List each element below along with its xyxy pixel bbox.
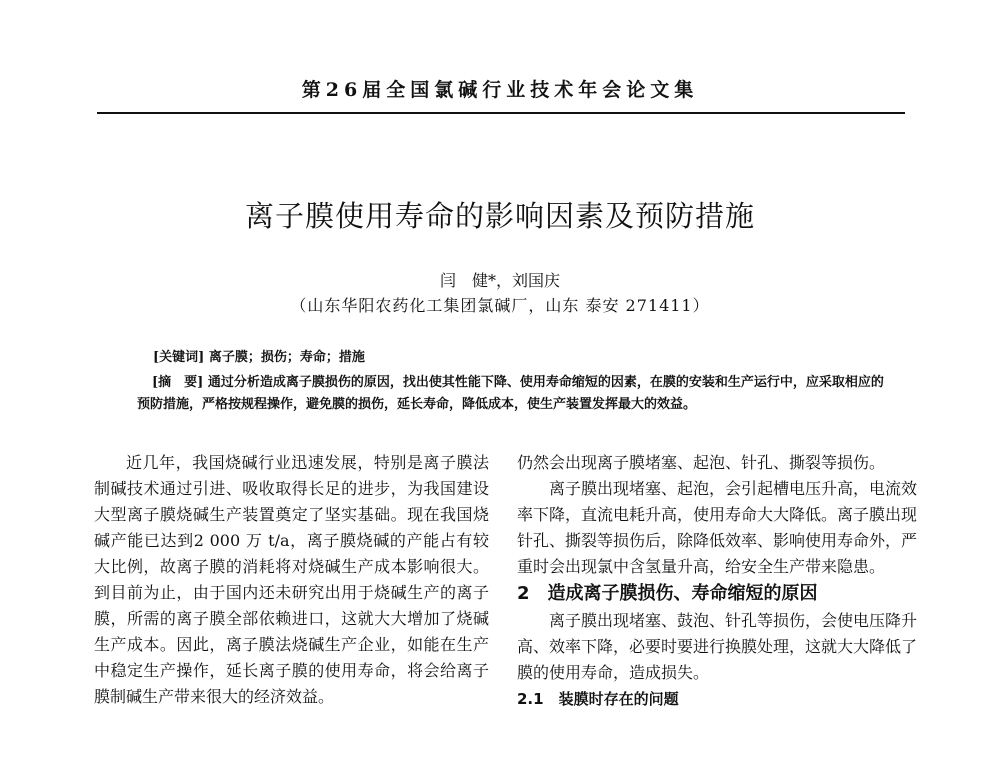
paper-title: 离子膜使用寿命的影响因素及预防措施 <box>244 199 755 233</box>
body-column-left <box>94 450 489 710</box>
header-rule <box>97 112 905 114</box>
abstract: [摘 要] 通过分析造成离子膜损伤的原因，找出使其性能下降、使用寿命缩短的因素，在膜的安装和生产运行中，应采取相应的预防措施，严格按规程操作，避免膜的损伤，延长寿命，降低成本，使生产装置发挥最大的效益。 <box>137 375 884 412</box>
intro-paragraph: 近几年，我国烧碱行业迅速发展，特别是离子膜法制碱技术通过引进、吸收取得长足的进步，为我国建设大型离子膜烧碱生产装置奠定了坚实基础。现在我国烧碱产能已达到2 000 万 t/a，离子膜烧碱的产能占有较大比例，故离子膜的消耗将对烧碱生产成本影响很大。到目前为止，由于国内还未研究出用于烧碱生产的离子膜，所需的离子膜全部依赖进口，这就大大增加了烧碱生产成本。因此，离子膜法烧碱生产企业，如能在生产中稳定生产操作，延长离子膜的使用寿命，将会给离子膜制碱生产带来很大的经济效益。 <box>94 453 489 706</box>
section-2-1-heading: 2.1 装膜时存在的问题 <box>517 690 679 708</box>
body-column-right <box>517 450 917 712</box>
running-header: 第26届全国氯碱行业技术年会论文集 <box>301 79 699 101</box>
section-2-paragraph: 离子膜出现堵塞、鼓泡、针孔等损伤，会使电压降升高、效率下降，必要时要进行换膜处理，这就大大降低了膜的使用寿命，造成损失。 <box>517 611 918 682</box>
continuation-paragraph: 仍然会出现离子膜堵塞、起泡、针孔、撕裂等损伤。 <box>517 453 886 472</box>
paper-authors: 闫 健*，刘国庆 <box>439 271 560 290</box>
keywords: [关键词] 离子膜；损伤；寿命；措施 <box>153 350 365 365</box>
paper-affiliation: （山东华阳农药化工集团氯碱厂，山东 泰安 271411） <box>290 296 710 315</box>
damage-paragraph: 离子膜出现堵塞、起泡，会引起槽电压升高，电流效率下降，直流电耗升高，使用寿命大大降低。离子膜出现针孔、撕裂等损伤后，除降低效率、影响使用寿命外，严重时会出现氯中含氢量升高，给安全生产带来隐患。 <box>517 479 918 576</box>
section-2-heading: 2 造成离子膜损伤、寿命缩短的原因 <box>517 583 818 604</box>
